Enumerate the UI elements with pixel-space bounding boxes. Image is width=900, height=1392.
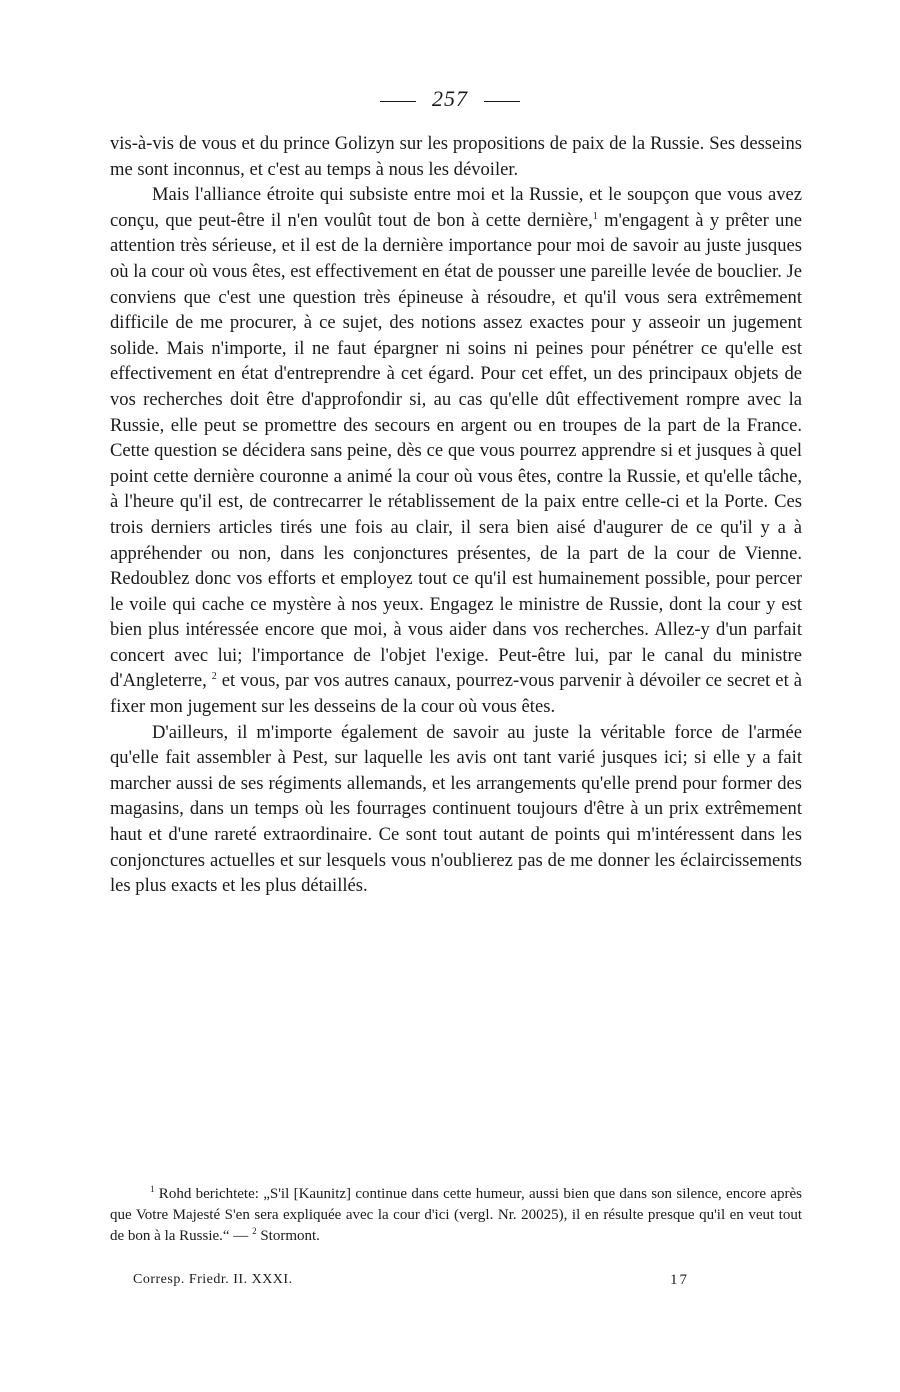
- paragraph-2-text-b: m'engagent à y prêter une attention très sérieuse, et il est de la dernière importance pour moi de savoir au juste jusques où la cour où vous êtes, est effectivement en état de pousser une pareille levée de bouclier. Je conviens que c'est une question très épineuse à résoudre, et qu'il vous sera extrêmement difficile de me procurer, à ce sujet, des notions assez exactes pour y asseoir un jugement solide. Mais n'importe, il ne faut épargner ni soins ni peines pour pénétrer ce qu'elle est effectivement en état d'entreprendre à cet égard. Pour cet effet, un des principaux objets de vos recherches doit être d'approfondir si, au cas qu'elle dût effectivement rompre avec la Russie, elle peut se promettre des secours en argent ou en troupes de la part de la France. Cette question se décidera sans peine, dès ce que vous pourrez apprendre si et jusques à quel point cette dernière couronne a animé la cour où vous êtes, contre la Russie, et qu'elle tâche, à l'heure qu'il est, de contrecarrer le rétablissement de la paix entre celle-ci et la Porte. Ces trois derniers articles tirés une fois au clair, il sera bien aisé d'augurer de ce qu'il y a à appréhender ou non, dans les conjonctures présentes, de la part de la cour de Vienne. Redoublez donc vos efforts et employez tout ce qu'il est humainement possible, pour percer le voile qui cache ce mystère à nos yeux. Engagez le ministre de Russie, dont la cour y est bien plus intéressée encore que moi, à vous aider dans vos recherches. Allez-y d'un parfait concert avec lui; l'importance de l'objet l'exige. Peut-être lui, par le canal du ministre d'Angleterre,: [110, 209, 803, 692]
- paragraph-1-text: vis-à-vis de vous et du prince Golizyn sur les propositions de paix de la Russie. Ses desseins me sont inconnus, et c'est au temps à nous les dévoiler.: [110, 133, 802, 180]
- paragraph-2: [110, 182, 802, 719]
- footnotes: [110, 1184, 802, 1247]
- page-header: [0, 86, 900, 112]
- footnote-1-text: Rohd berichtete: „S'il [Kaunitz] continue dans cette humeur, aussi bien que dans son silence, encore après que Votre Majesté S'en sera expliquée avec la cour d'ici (vergl. Nr. 20025), il en résulte presque qu'il en veut tout de bon à la Russie.“ —: [110, 1186, 802, 1244]
- volume-signature: Corresp. Friedr. II. XXXI.: [133, 1272, 293, 1287]
- page-number: 257: [432, 86, 468, 111]
- footnote-ref-2: 2: [211, 671, 217, 683]
- signature-line: [133, 1272, 693, 1288]
- paragraph-3: [110, 720, 802, 899]
- paragraph-1: [110, 131, 802, 182]
- main-text: [110, 131, 802, 899]
- footnote-2-text: Stormont.: [256, 1228, 320, 1244]
- paragraph-3-text: D'ailleurs, il m'importe également de savoir au juste la véritable force de l'armée qu'elle fait assembler à Pest, sur laquelle les avis ont tant varié jusques ici; si elle y a fait marcher aussi de ses régiments allemands, et les arrangements qu'elle prend pour former des magasins, dans un temps où les fourrages continuent toujours d'être à un prix extrêmement haut et d'une rareté extraordinaire. Ce sont tout autant de points qui m'intéressent dans les conjonctures actuelles et sur lesquels vous n'oublierez pas de me donner les éclaircissements les plus exacts et les plus détaillés.: [110, 721, 802, 897]
- header-rule-left: [380, 101, 416, 102]
- sheet-number: 17: [670, 1272, 689, 1288]
- footnote-ref-1: 1: [592, 210, 598, 222]
- paragraph-2-text-a: Mais l'alliance étroite qui subsiste entre moi et la Russie, et le soupçon que vous avez conçu, que peut-être il n'en voulût tout de bon à cette dernière,: [110, 184, 802, 231]
- paragraph-2-text-c: et vous, par vos autres canaux, pourrez-vous parvenir à dévoiler ce secret et à fixer mon jugement sur les desseins de la cour où vous êtes.: [110, 670, 802, 718]
- footnote-mark-2: 2: [252, 1226, 257, 1236]
- header-rule-right: [484, 101, 520, 102]
- footnote-mark-1: 1: [150, 1184, 155, 1194]
